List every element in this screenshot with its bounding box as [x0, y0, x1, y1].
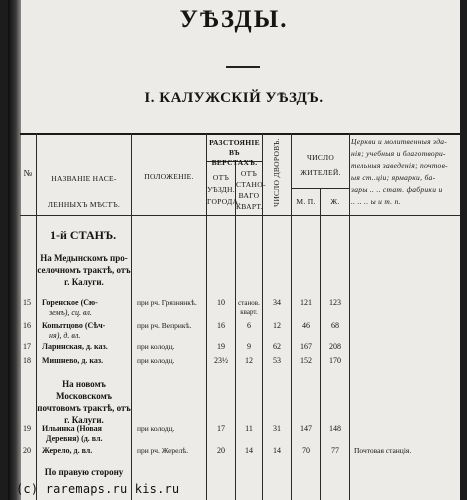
header-position: ПОЛОЖЕНІЕ. [144, 172, 194, 181]
header-name: НАЗВАНІЕ НАСЕ- ЛЕННЫХЪ МѢСТЪ. [47, 174, 121, 209]
stan-label: 1-й СТАНЪ. [50, 228, 117, 242]
header-number: № [23, 168, 33, 178]
header-distance: РАЗСТОЯНІЕ ВЪ ВЕРСТАХЪ. [209, 138, 260, 167]
section-right-side: По правую сторону [44, 467, 124, 477]
header-residents: ЧИСЛО ЖИТЕЛЕЙ. [300, 153, 341, 177]
header-dist-city: ОТЪ УѢЗДН. ГОРОДА. [207, 173, 241, 206]
page-heading: УѢЗДЫ. [179, 6, 289, 33]
document-page: УѢЗДЫ. I. КАЛУЖСКIЙ УѢЗДЪ. № НАЗВАНІЕ НАСЕ- ЛЕННЫХЪ МѢСТЪ. ПОЛОЖЕНІЕ. РАЗСТОЯНІЕ ВЪ ВЕРСТАХЪ. ОТЪ УѢЗДН. ГОРОДА. ОТЪ СТАНО- ВАГО КВАРТ. ЧИСЛО ДВОРОВЪ. ЧИСЛО ЖИТЕЛЕЙ. М. П. Ж. Церкви и молитвенныя зда- нія; учебныя и благотвори- тельныя заведенія; почтов- ыя ст..ціи; ярмарки, ба- зары .. .. стат. фабрики и .. .. .. ы и т. п. 1-й СТАНЪ. На Медынскомъ про- селочномъ трактѣ, отъ г. Калуги. На новомъ Московскомъ почтовомъ трактѣ, отъ г. Калуги. По правую сторону 15 Горенское (Сю- земъ), сц. вл. при рч. Грязнянкѣ. 10 станов. кварт. 34 121 123 16 Копытцово (Сѣч- ня), д. вл. при рч. Веприкѣ. 16 6 12 46 68 17 Ларинская, д. каз. при колодц. 19 9 62 167 208 18 Мишнево, д. каз. при колодц. 23½ 12 53 152 170 19 Ильинка (Новая Деревня) (д. вл. при колодц. 17 11 31 147 148 20 Жерело, д. вл. при рч. Жерелѣ. 20 14 14 70 77 Почтовая станція. (c) raremaps.ru kis.ru [8, 0, 460, 500]
header-notes: Церкви и молитвенныя зда- нія; учебныя и благотвори- тельныя заведенія; почтов- ыя ст..ціи; ярмарки, ба- зары .. .. стат. фабрики и .. .. .. ы и т. п. [351, 137, 448, 206]
header-female: Ж. [330, 197, 340, 206]
table-top-rule [20, 133, 460, 135]
book-spine-shadow [8, 0, 21, 500]
section-moscow-tract: На новомъ Московскомъ почтовомъ трактѣ, отъ г. Калуги. [37, 379, 131, 425]
header-yards: ЧИСЛО ДВОРОВЪ. [272, 138, 281, 207]
district-title: I. КАЛУЖСКIЙ УѢЗДЪ. [144, 90, 324, 106]
header-male: М. П. [296, 197, 316, 206]
section-medyn-tract: На Медынскомъ про- селочномъ трактѣ, отъ г. Калуги. [37, 253, 131, 287]
watermark-text: (c) raremaps.ru kis.ru [16, 482, 180, 496]
header-dist-stan: ОТЪ СТАНО- ВАГО КВАРТ. [236, 169, 266, 211]
heading-rule [226, 66, 260, 68]
